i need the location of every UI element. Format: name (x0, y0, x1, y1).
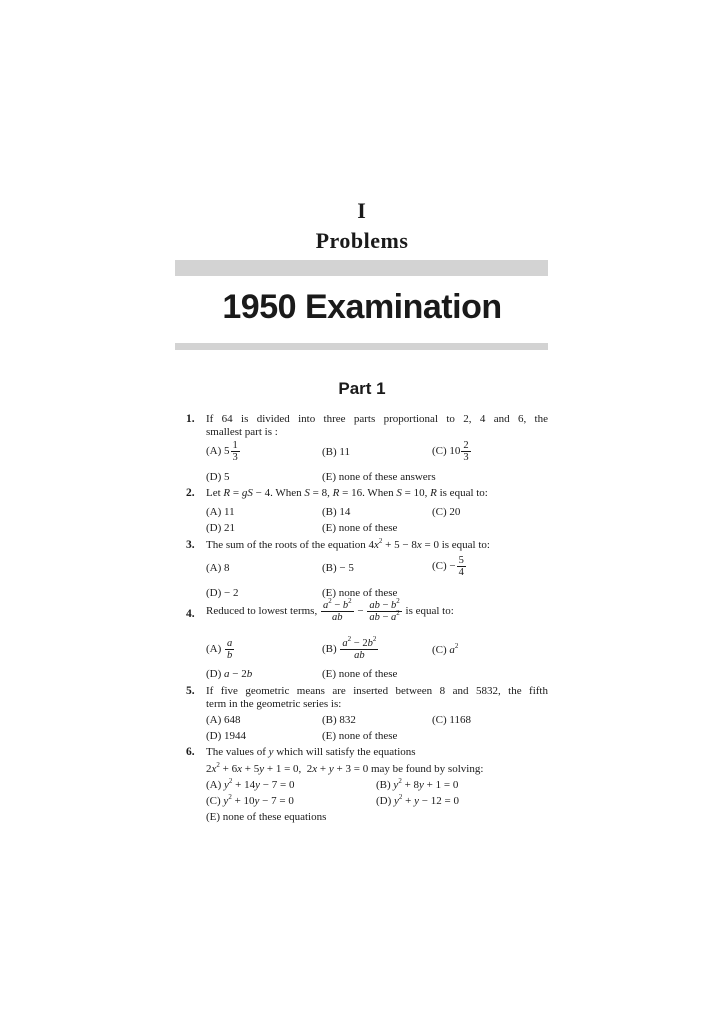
option-c: (C) 10 $\frac{2}{3}$ (432, 440, 469, 463)
option-c: (C) 20 (432, 506, 461, 518)
option-a: (A) $\frac{a}{b}$ (206, 638, 233, 661)
option-b: (B) $\frac{a^2 - 2b^2}{ab}$ (322, 635, 377, 661)
divider-bottom (175, 343, 548, 350)
question-stem: Let R = gS − 4. When S = 8, R = 16. When S = 10, R is equal to: (206, 487, 488, 499)
option-b: (B) $y^2 + 8y + 1 = 0$ (376, 777, 459, 791)
option-e: (E) none of these (322, 730, 398, 742)
question-number: 3. (186, 539, 195, 551)
chapter-title: Problems (315, 228, 409, 253)
option-e: (E) none of these (322, 522, 398, 534)
question-number: 6. (186, 746, 195, 758)
option-b: (B) 832 (322, 714, 356, 726)
option-e: (E) none of these (322, 668, 398, 680)
option-c: (C) 1168 (432, 714, 472, 726)
option-d: (D) a − 2b (206, 668, 253, 680)
option-a: (A) 5 $\frac{1}{3}$ (206, 440, 238, 463)
question-number: 1. (186, 413, 195, 425)
question-number: 2. (186, 487, 195, 499)
question-stem: The values of y which will satisfy the equations (206, 746, 416, 758)
option-b: (B) − 5 (322, 562, 354, 574)
question-stem: smallest part is : (206, 426, 278, 438)
option-b: (B) 11 (322, 446, 351, 458)
question-stem: If five geometric means are inserted between 8 and 5832, the fifth (206, 685, 548, 697)
option-a: (A) $y^2 + 14y - 7 = 0$ (206, 777, 295, 791)
option-e: (E) none of these answers (322, 471, 436, 483)
question-stem: term in the geometric series is: (206, 698, 342, 710)
option-a: (A) 8 (206, 562, 230, 574)
question-number: 5. (186, 685, 195, 697)
option-d: (D) $y^2 + y - 12 = 0$ (376, 793, 459, 807)
part-title: Part 1 (338, 379, 386, 398)
question-stem: The sum of the roots of the equation $4x^2 + 5 - 8x = 0$ is equal to: (206, 537, 490, 551)
exam-title: 1950 Examination (222, 288, 502, 326)
option-a: (A) 648 (206, 714, 241, 726)
chapter-number: I (357, 198, 367, 223)
divider-top (175, 260, 548, 276)
option-a: (A) 11 (206, 506, 235, 518)
question-equations: $2x^2 + 6x + 5y + 1 = 0$, 2x + y + 3 = 0 may be found by solving: (206, 761, 484, 775)
question-stem: If 64 is divided into three parts proportional to 2, 4 and 6, the (206, 413, 548, 425)
option-d: (D) 1944 (206, 730, 247, 742)
question-number: 4. (186, 608, 195, 620)
option-c: (C) − $\frac{5}{4}$ (432, 555, 464, 578)
option-e: (E) none of these (322, 587, 398, 599)
option-d: (D) − 2 (206, 587, 239, 599)
option-c: (C) $a^2$ (432, 642, 459, 656)
option-e: (E) none of these equations (206, 811, 327, 823)
option-b: (B) 14 (322, 506, 351, 518)
option-d: (D) 21 (206, 522, 236, 534)
question-stem: Reduced to lowest terms, $\frac{a^2 - b^2}{ab}$ − $\frac{ab - b^2}{ab - a^2}$ is equal to: (206, 597, 454, 623)
option-c: (C) $y^2 + 10y - 7 = 0$ (206, 793, 294, 807)
option-d: (D) 5 (206, 471, 230, 483)
